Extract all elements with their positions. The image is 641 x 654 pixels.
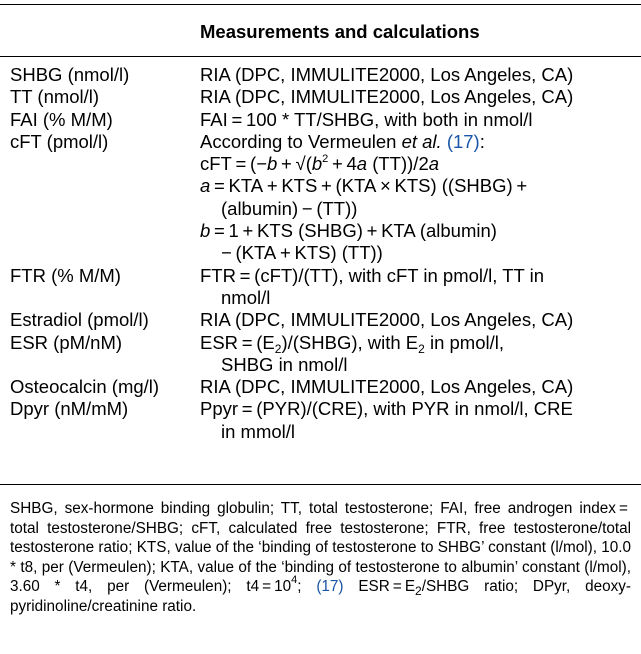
row-label: FTR (% M/M) (10, 264, 121, 286)
row-value: RIA (DPC, IMMULITE2000, Los Angeles, CA) (200, 64, 574, 85)
measurements-table (10, 64, 640, 443)
table-row-shbg (10, 64, 640, 86)
row-value: Ppyr = (PYR)/(CRE), with PYR in nmol/l, CRE (200, 398, 573, 420)
table-row-estradiol (10, 309, 640, 331)
row-value-cont: SHBG in nmol/l (221, 353, 348, 375)
row-label: SHBG (nmol/l) (10, 64, 130, 85)
reference-link[interactable]: (17) (446, 130, 480, 152)
row-value-cont: in mmol/l (221, 420, 296, 442)
table-footnote: SHBG, sex-hormone binding globulin; TT, total testosterone; FAI, free androgen index = total testosterone/SHBG; cFT, calculated free testosterone; FTR, free testosterone/total testosterone ratio; KTS, value of the ‘binding of testosterone to SHBG’ constant (l/mol), 10.0 * t8, per (Vermeulen); KTA, value of the ‘binding of testosterone to albumin’ constant (l/mol), 3.60 * t4, per (Vermeulen); $t4 = 10^4$; (17) ESR = $E_2$/SHBG ratio; DPyr, deoxypyridinoline/creatinine ratio. (10, 500, 632, 615)
row-value: RIA (DPC, IMMULITE2000, Los Angeles, CA) (200, 86, 574, 108)
b-definition-cont: − (KTA + KTS) (TT)) (221, 242, 383, 264)
top-rule (0, 4, 641, 5)
row-label: TT (nmol/l) (10, 86, 100, 108)
row-label: Dpyr (nM/mM) (10, 398, 129, 420)
b-definition: b = 1 + KTS (SHBG) + KTA (albumin) (200, 220, 497, 242)
header-rule (0, 56, 641, 57)
row-label: ESR (pM/nM) (10, 331, 123, 353)
a-definition-cont: (albumin) − (TT)) (221, 197, 358, 219)
row-label: cFT (pmol/l) (10, 130, 109, 152)
a-definition: a = KTA + KTS + (KTA × KTS) ((SHBG) + (200, 175, 528, 197)
table-row-fai (10, 109, 640, 131)
column-header: Measurements and calculations (200, 21, 480, 42)
cft-formula: cFT = ($-b + √(b^2 + 4a$ (TT))/2a (200, 153, 440, 175)
table-row-osteocalcin (10, 376, 640, 398)
cft-method: According to Vermeulen et al. (17): (200, 130, 485, 152)
bottom-rule (0, 484, 641, 485)
row-label: Osteocalcin (mg/l) (10, 376, 160, 398)
row-label: Estradiol (pmol/l) (10, 309, 149, 331)
row-value: RIA (DPC, IMMULITE2000, Los Angeles, CA) (200, 309, 574, 331)
table-row-dpyr (10, 398, 640, 443)
table-row-tt (10, 86, 640, 108)
row-value: FTR = (cFT)/(TT), with cFT in pmol/l, TT in (200, 264, 545, 286)
row-value-cont: nmol/l (221, 286, 271, 308)
row-value: RIA (DPC, IMMULITE2000, Los Angeles, CA) (200, 376, 574, 398)
row-value: FAI = 100 * TT/SHBG, with both in nmol/l (200, 108, 533, 130)
table-row-cft (10, 131, 640, 265)
reference-link[interactable]: (17) (316, 578, 344, 595)
row-label: FAI (% M/M) (10, 108, 113, 130)
row-value: ESR = $(E_2)/(SHBG)$, with $E_2$ in pmol/l, (200, 331, 505, 356)
table-row-ftr (10, 265, 640, 310)
table-row-esr (10, 332, 640, 377)
